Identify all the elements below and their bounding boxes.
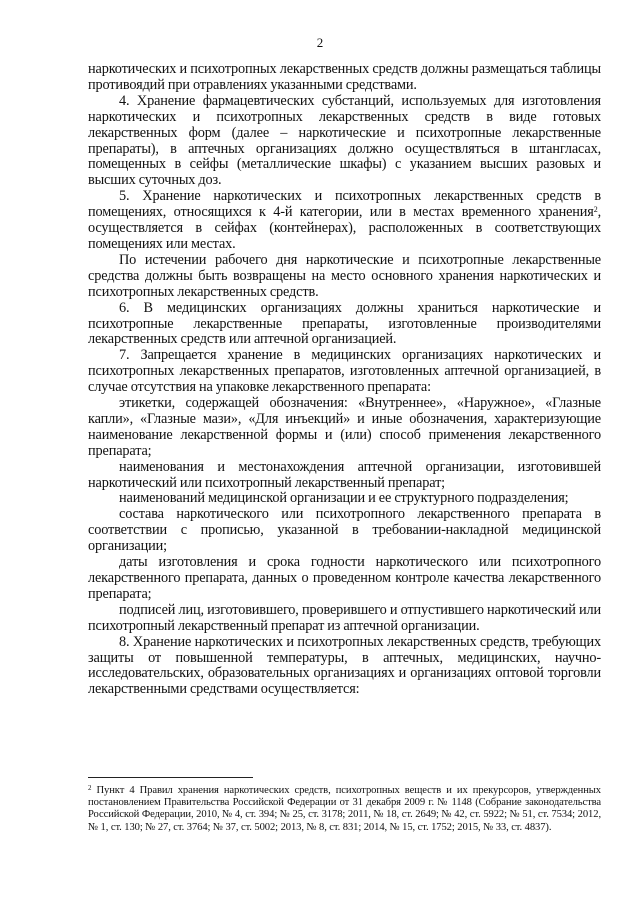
page-number: 2	[316, 35, 324, 50]
footnote-separator	[88, 777, 253, 778]
list-item-signatures: подписей лиц, изготовившего, проверившего и отпустившего наркотический или психотропный лекарственный препарат из аптечной организации.	[88, 601, 601, 634]
footnote-reference: 2	[593, 205, 598, 215]
list-item-pharmacy-name: наименования и местонахождения аптечной организации, изготовившей наркотический или психотропный лекарственный препарат;	[88, 458, 601, 491]
paragraph-end-of-workday: По истечении рабочего дня наркотические и психотропные лекарственные средства должны быть возвращены на место основного хранения наркотических и психотропных лекарственных средств.	[88, 251, 601, 300]
paragraph-7-prohibition: 7. Запрещается хранение в медицинских организациях наркотических и психотропных лекарственных препаратов, изготовленных аптечной организацией, в случае отсутствия на упаковке лекарственного препарата:	[88, 347, 601, 396]
list-item-medical-organization-name: наименований медицинской организации и ее структурного подразделения;	[119, 490, 569, 507]
paragraph-4-substances-storage: 4. Хранение фармацевтических субстанций, используемых для изготовления наркотических и психотропных лекарственных средств в виде готовых лекарственных форм (далее – наркотические и психотропные лекарственные препараты), в аптечных организациях должно осуществляться в штангласах, помещенных в сейфы (металлические шкафы) с указанием высших разовых и высших суточных доз.	[88, 92, 601, 189]
list-item-label: этикетки, содержащей обозначения: «Внутреннее», «Наружное», «Глазные капли», «Глазные мази», «Для инъекций» и иные обозначения, характеризующие наименование лекарственной формы и (или) способ применения лекарственного препарата;	[88, 395, 601, 459]
document-body	[88, 62, 601, 698]
footnote-marker: 2	[88, 784, 92, 792]
paragraph-8-temperature-protection: 8. Хранение наркотических и психотропных лекарственных средств, требующих защиты от повышенной температуры, в аптечных, медицинских, научно-исследовательских, образовательных организациях и организациях оптовой торговли лекарственными средствами осуществляется:	[88, 633, 601, 698]
paragraph-6-medical-organizations: 6. В медицинских организациях должны храниться наркотические и психотропные лекарственные препараты, изготовленные производителями лекарственных средств или аптечной организацией.	[88, 299, 601, 348]
footnote	[88, 785, 601, 834]
list-item-composition: состава наркотического или психотропного лекарственного препарата в соответствии с прописью, указанной в требовании-накладной медицинской организации;	[88, 506, 601, 555]
paragraph-table-of-antidotes: наркотических и психотропных лекарственных средств должны размещаться таблицы противоядий при отравлениях указанными средствами.	[88, 61, 601, 93]
paragraph-5-temporary-storage	[88, 189, 601, 253]
list-item-dates: даты изготовления и срока годности наркотического или психотропного лекарственного препарата, данных о проведенном контроле качества лекарственного препарата;	[88, 554, 601, 602]
footnote-text: Пункт 4 Правил хранения наркотических средств, психотропных веществ и их прекурсоров, утвержденных постановлением Правительства Российской Федерации от 31 декабря 2009 г. № 1148 (Собрание законодательства Российской Федерации, 2010, № 4, ст. 394; № 25, ст. 3178; 2011, № 18, ст. 2649; № 42, ст. 5922; № 51, ст. 7534; 2012, № 1, ст. 130; № 27, ст. 3764; № 37, ст. 5002; 2013, № 8, ст. 831; 2014, № 15, ст. 1752; 2015, № 33, ст. 4837).	[88, 785, 601, 833]
paragraph-5-text-end: , осуществляется в сейфах (контейнерах), расположенных в соответствующих помещениях или местах.	[88, 204, 601, 252]
paragraph-5-text-start: 5. Хранение наркотических и психотропных лекарственных средств в помещениях, относящихся к 4-й категории, или в местах временного хранения	[88, 188, 601, 221]
